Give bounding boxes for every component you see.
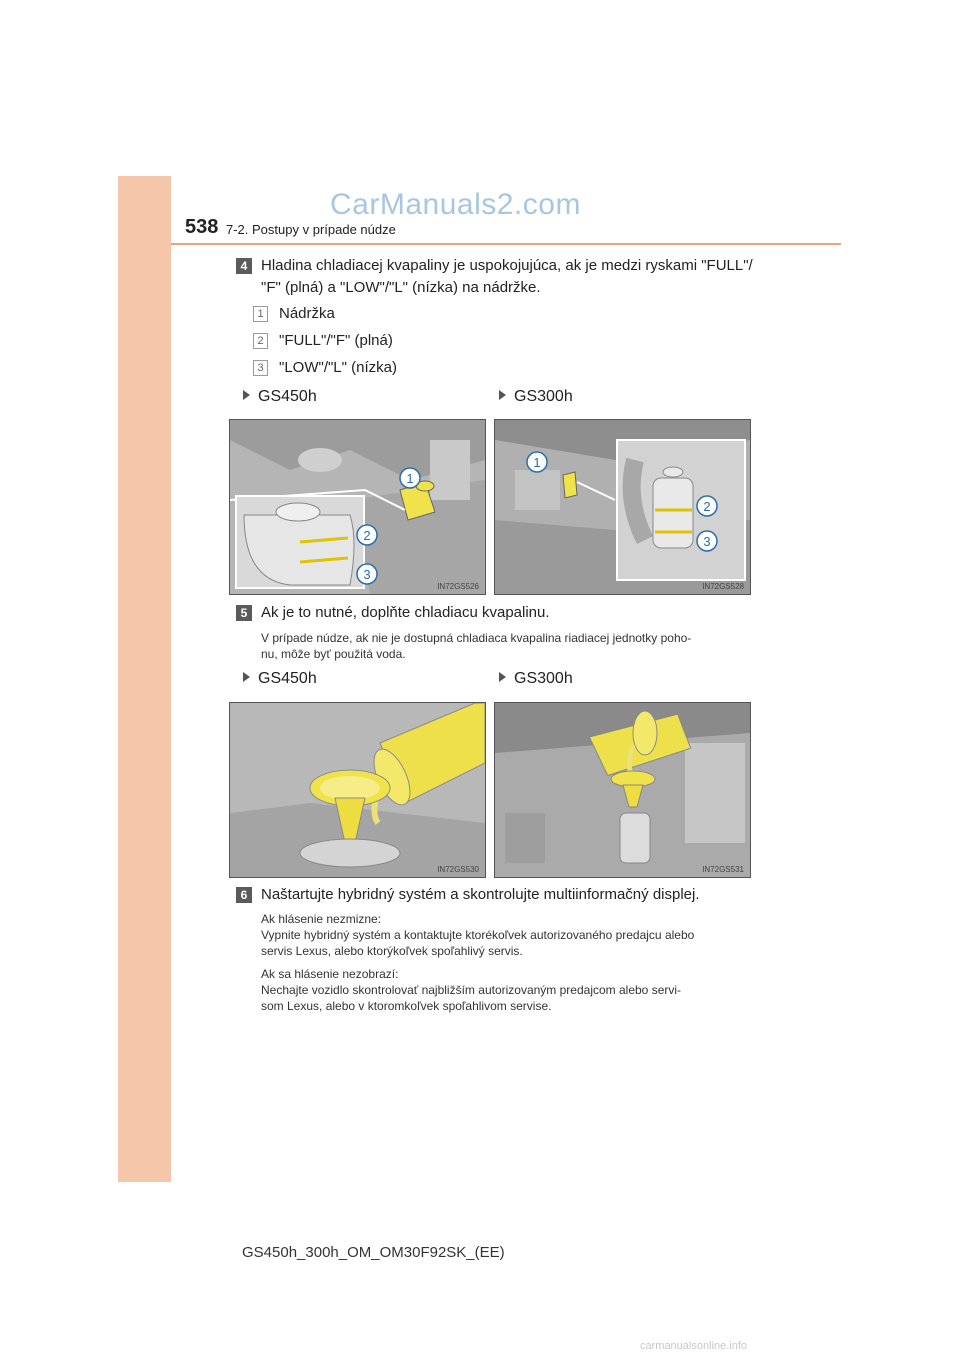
note-1-line-2: Vypnite hybridný systém a kontaktujte ktorékoľvek autorizovaného predajcu alebo xyxy=(261,928,695,942)
figure-gs450h-refill xyxy=(229,702,486,878)
step-4-line-1: Hladina chladiacej kvapaliny je uspokojujúca, ak je medzi ryskami "FULL"/ xyxy=(261,257,753,274)
triangle-bullet-icon xyxy=(243,390,250,400)
section-title: 7-2. Postupy v prípade núdze xyxy=(226,222,396,237)
callout-2: 2 xyxy=(703,499,711,514)
sidebar-tab xyxy=(118,176,171,1182)
note-2-line-2: Nechajte vozidlo skontrolovať najbližším autorizovaným predajcom alebo servi- xyxy=(261,983,682,997)
note-1-line-1: Ak hlásenie nezmizne: xyxy=(261,912,382,926)
figure-gs450h-reservoir xyxy=(229,419,486,595)
triangle-bullet-icon xyxy=(499,672,506,682)
callout-3: 3 xyxy=(703,534,711,549)
figure-gs300h-refill xyxy=(494,702,751,878)
page-number: 538 xyxy=(185,216,219,238)
figure-gs300h-reservoir xyxy=(494,419,751,595)
model-label-gs300h: GS300h xyxy=(499,670,573,688)
step-4-badge: 4 xyxy=(236,258,252,274)
model-label-gs450h: GS450h xyxy=(243,670,317,688)
step-6-badge: 6 xyxy=(236,887,252,903)
callout-3: 3 xyxy=(363,567,371,582)
step-6-text: Naštartujte hybridný systém a skontrolujte multiinformačný displej. xyxy=(261,886,700,903)
item-text-1: Nádržka xyxy=(279,305,335,322)
item-text-2: "FULL"/"F" (plná) xyxy=(279,332,393,349)
step-4-line-2: "F" (plná) a "LOW"/"L" (nízka) na nádržke. xyxy=(261,279,541,296)
model-label-gs450h: GS450h xyxy=(243,388,317,406)
triangle-bullet-icon xyxy=(243,672,250,682)
step-5-note-line-1: V prípade núdze, ak nie je dostupná chladiaca kvapalina riadiacej jednotky poho- xyxy=(261,631,692,645)
callout-2: 2 xyxy=(363,528,371,543)
watermark-logo: CarManuals2.com xyxy=(330,188,581,221)
callout-1: 1 xyxy=(406,471,414,486)
figure-code: IN72GS528 xyxy=(702,582,744,591)
figure-code: IN72GS526 xyxy=(437,582,479,591)
header-rule xyxy=(171,243,841,245)
note-2-line-3: som Lexus, alebo v ktoromkoľvek spoľahlivom servise. xyxy=(261,999,552,1013)
note-1-line-3: servis Lexus, alebo ktorýkoľvek spoľahlivý servis. xyxy=(261,944,523,958)
footer-watermark: carmanualsonline.info xyxy=(640,1340,748,1352)
triangle-bullet-icon xyxy=(499,390,506,400)
item-text-3: "LOW"/"L" (nízka) xyxy=(279,359,397,376)
item-number-3: 3 xyxy=(253,360,268,376)
item-number-1: 1 xyxy=(253,306,268,322)
figure-code: IN72GS530 xyxy=(437,865,479,874)
callout-1: 1 xyxy=(533,455,541,470)
figure-code: IN72GS531 xyxy=(702,865,744,874)
step-5-note-line-2: nu, môže byť použitá voda. xyxy=(261,647,406,661)
model-label-gs300h: GS300h xyxy=(499,388,573,406)
step-5-text: Ak je to nutné, doplňte chladiacu kvapalinu. xyxy=(261,604,550,621)
footer-doc-code: GS450h_300h_OM_OM30F92SK_(EE) xyxy=(242,1244,505,1261)
item-number-2: 2 xyxy=(253,333,268,349)
step-5-badge: 5 xyxy=(236,605,252,621)
note-2-line-1: Ak sa hlásenie nezobrazí: xyxy=(261,967,399,981)
